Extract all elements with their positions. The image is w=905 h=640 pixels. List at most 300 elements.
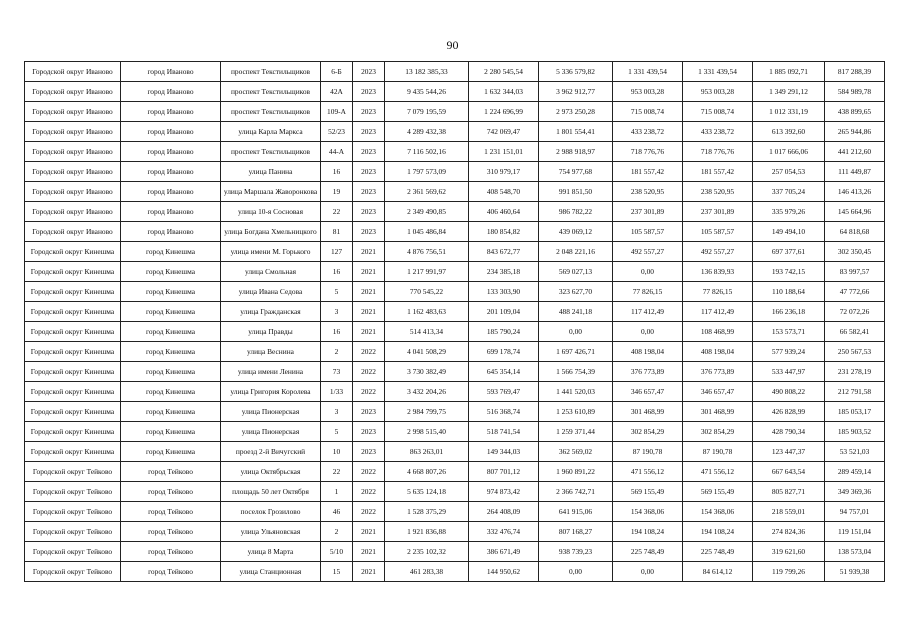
amount-cell-6: 146 413,26 <box>825 182 885 202</box>
amount-cell-1: 386 671,49 <box>469 542 539 562</box>
year-cell: 2021 <box>353 302 385 322</box>
municipality-cell: Городской округ Тейково <box>25 562 121 582</box>
amount-cell-3: 225 748,49 <box>613 542 683 562</box>
amount-cell-1: 144 950,62 <box>469 562 539 582</box>
table-row <box>25 322 885 342</box>
amount-cell-4: 302 854,29 <box>683 422 753 442</box>
amount-cell-6: 145 664,96 <box>825 202 885 222</box>
amount-cell-6: 185 903,52 <box>825 422 885 442</box>
amount-cell-1: 974 873,42 <box>469 482 539 502</box>
municipality-cell: Городской округ Кинешма <box>25 282 121 302</box>
table-row <box>25 182 885 202</box>
year-cell: 2023 <box>353 162 385 182</box>
amount-cell-2: 938 739,23 <box>539 542 613 562</box>
table-row <box>25 542 885 562</box>
amount-cell-5: 218 559,01 <box>753 502 825 522</box>
year-cell: 2023 <box>353 182 385 202</box>
house-number-cell: 44-А <box>321 142 353 162</box>
locality-cell: город Кинешма <box>121 442 221 462</box>
amount-cell-6: 817 288,39 <box>825 62 885 82</box>
amount-cell-6: 231 278,19 <box>825 362 885 382</box>
amount-cell-2: 0,00 <box>539 562 613 582</box>
amount-cell-2: 1 253 610,89 <box>539 402 613 422</box>
street-cell: улица 8 Марта <box>221 542 321 562</box>
amount-cell-2: 2 366 742,71 <box>539 482 613 502</box>
amount-cell-6: 289 459,14 <box>825 462 885 482</box>
amount-cell-3: 87 190,78 <box>613 442 683 462</box>
amount-cell-3: 238 520,95 <box>613 182 683 202</box>
year-cell: 2023 <box>353 222 385 242</box>
total-cost-cell: 4 668 807,26 <box>385 462 469 482</box>
municipality-cell: Городской округ Иваново <box>25 202 121 222</box>
amount-cell-2: 1 801 554,41 <box>539 122 613 142</box>
amount-cell-5: 319 621,60 <box>753 542 825 562</box>
amount-cell-5: 490 808,22 <box>753 382 825 402</box>
house-number-cell: 5 <box>321 422 353 442</box>
amount-cell-5: 428 790,34 <box>753 422 825 442</box>
total-cost-cell: 1 797 573,09 <box>385 162 469 182</box>
total-cost-cell: 1 162 483,63 <box>385 302 469 322</box>
amount-cell-3: 471 556,12 <box>613 462 683 482</box>
amount-cell-3: 408 198,04 <box>613 342 683 362</box>
street-cell: поселок Грозилово <box>221 502 321 522</box>
amount-cell-1: 264 408,09 <box>469 502 539 522</box>
amount-cell-3: 302 854,29 <box>613 422 683 442</box>
table-row <box>25 142 885 162</box>
amount-cell-2: 5 336 579,82 <box>539 62 613 82</box>
street-cell: улица Карла Маркса <box>221 122 321 142</box>
amount-cell-3: 433 238,72 <box>613 122 683 142</box>
year-cell: 2023 <box>353 202 385 222</box>
locality-cell: город Кинешма <box>121 382 221 402</box>
amount-cell-1: 185 790,24 <box>469 322 539 342</box>
amount-cell-1: 1 231 151,01 <box>469 142 539 162</box>
house-number-cell: 5 <box>321 282 353 302</box>
amount-cell-2: 569 027,13 <box>539 262 613 282</box>
year-cell: 2023 <box>353 142 385 162</box>
street-cell: улица имени М. Горького <box>221 242 321 262</box>
amount-cell-2: 1 566 754,39 <box>539 362 613 382</box>
house-number-cell: 1/33 <box>321 382 353 402</box>
table-row <box>25 122 885 142</box>
house-number-cell: 5/10 <box>321 542 353 562</box>
amount-cell-1: 742 069,47 <box>469 122 539 142</box>
amount-cell-6: 212 791,58 <box>825 382 885 402</box>
total-cost-cell: 1 045 486,84 <box>385 222 469 242</box>
amount-cell-2: 2 048 221,16 <box>539 242 613 262</box>
house-number-cell: 16 <box>321 162 353 182</box>
street-cell: улица Пионерская <box>221 422 321 442</box>
house-number-cell: 1 <box>321 482 353 502</box>
amount-cell-4: 225 748,49 <box>683 542 753 562</box>
amount-cell-1: 234 385,18 <box>469 262 539 282</box>
year-cell: 2022 <box>353 362 385 382</box>
total-cost-cell: 13 182 385,33 <box>385 62 469 82</box>
amount-cell-4: 105 587,57 <box>683 222 753 242</box>
year-cell: 2021 <box>353 542 385 562</box>
amount-cell-3: 0,00 <box>613 322 683 342</box>
municipality-cell: Городской округ Иваново <box>25 222 121 242</box>
house-number-cell: 42А <box>321 82 353 102</box>
locality-cell: город Иваново <box>121 182 221 202</box>
amount-cell-3: 492 557,27 <box>613 242 683 262</box>
house-number-cell: 46 <box>321 502 353 522</box>
house-number-cell: 6-Б <box>321 62 353 82</box>
municipality-cell: Городской округ Иваново <box>25 122 121 142</box>
amount-cell-6: 119 151,04 <box>825 522 885 542</box>
amount-cell-5: 613 392,60 <box>753 122 825 142</box>
house-number-cell: 10 <box>321 442 353 462</box>
amount-cell-6: 51 939,38 <box>825 562 885 582</box>
locality-cell: город Иваново <box>121 122 221 142</box>
amount-cell-4: 238 520,95 <box>683 182 753 202</box>
locality-cell: город Тейково <box>121 522 221 542</box>
amount-cell-5: 119 799,26 <box>753 562 825 582</box>
total-cost-cell: 1 528 375,29 <box>385 502 469 522</box>
amount-cell-5: 337 705,24 <box>753 182 825 202</box>
total-cost-cell: 2 349 490,85 <box>385 202 469 222</box>
amount-cell-1: 1 632 344,03 <box>469 82 539 102</box>
amount-cell-5: 1 012 331,19 <box>753 102 825 122</box>
locality-cell: город Кинешма <box>121 422 221 442</box>
amount-cell-5: 667 643,54 <box>753 462 825 482</box>
housing-repair-table <box>24 61 885 582</box>
amount-cell-2: 991 851,50 <box>539 182 613 202</box>
table-row <box>25 222 885 242</box>
house-number-cell: 3 <box>321 402 353 422</box>
table-row <box>25 502 885 522</box>
municipality-cell: Городской округ Кинешма <box>25 242 121 262</box>
locality-cell: город Тейково <box>121 462 221 482</box>
year-cell: 2021 <box>353 282 385 302</box>
page-number: 90 <box>446 38 459 52</box>
amount-cell-4: 408 198,04 <box>683 342 753 362</box>
total-cost-cell: 3 432 204,26 <box>385 382 469 402</box>
street-cell: проспект Текстильщиков <box>221 82 321 102</box>
locality-cell: город Кинешма <box>121 342 221 362</box>
year-cell: 2023 <box>353 402 385 422</box>
table-row <box>25 302 885 322</box>
total-cost-cell: 7 079 195,59 <box>385 102 469 122</box>
street-cell: улица Смольная <box>221 262 321 282</box>
amount-cell-4: 569 155,49 <box>683 482 753 502</box>
locality-cell: город Кинешма <box>121 282 221 302</box>
year-cell: 2021 <box>353 522 385 542</box>
amount-cell-2: 1 960 891,22 <box>539 462 613 482</box>
street-cell: улица Богдана Хмельницкого <box>221 222 321 242</box>
amount-cell-2: 1 259 371,44 <box>539 422 613 442</box>
amount-cell-6: 138 573,04 <box>825 542 885 562</box>
year-cell: 2022 <box>353 342 385 362</box>
street-cell: улица Маршала Жаворонкова <box>221 182 321 202</box>
amount-cell-1: 516 368,74 <box>469 402 539 422</box>
house-number-cell: 2 <box>321 342 353 362</box>
amount-cell-6: 64 818,68 <box>825 222 885 242</box>
amount-cell-5: 1 349 291,12 <box>753 82 825 102</box>
amount-cell-4: 194 108,24 <box>683 522 753 542</box>
year-cell: 2023 <box>353 62 385 82</box>
amount-cell-4: 117 412,49 <box>683 302 753 322</box>
year-cell: 2022 <box>353 382 385 402</box>
locality-cell: город Иваново <box>121 222 221 242</box>
amount-cell-4: 718 776,76 <box>683 142 753 162</box>
table-row <box>25 522 885 542</box>
street-cell: улица 10-я Сосновая <box>221 202 321 222</box>
table-body <box>25 62 885 582</box>
municipality-cell: Городской округ Иваново <box>25 82 121 102</box>
amount-cell-2: 3 962 912,77 <box>539 82 613 102</box>
amount-cell-5: 153 573,71 <box>753 322 825 342</box>
municipality-cell: Городской округ Тейково <box>25 542 121 562</box>
house-number-cell: 19 <box>321 182 353 202</box>
house-number-cell: 81 <box>321 222 353 242</box>
locality-cell: город Иваново <box>121 82 221 102</box>
table-row <box>25 282 885 302</box>
municipality-cell: Городской округ Кинешма <box>25 302 121 322</box>
total-cost-cell: 5 635 124,18 <box>385 482 469 502</box>
amount-cell-1: 406 460,64 <box>469 202 539 222</box>
amount-cell-1: 807 701,12 <box>469 462 539 482</box>
table-row <box>25 82 885 102</box>
street-cell: улица Гражданская <box>221 302 321 322</box>
amount-cell-6: 441 212,60 <box>825 142 885 162</box>
amount-cell-2: 2 988 918,97 <box>539 142 613 162</box>
street-cell: улица Ивана Седова <box>221 282 321 302</box>
amount-cell-3: 237 301,89 <box>613 202 683 222</box>
table-row <box>25 342 885 362</box>
amount-cell-1: 645 354,14 <box>469 362 539 382</box>
table-row <box>25 102 885 122</box>
municipality-cell: Городской округ Иваново <box>25 142 121 162</box>
amount-cell-2: 323 627,70 <box>539 282 613 302</box>
amount-cell-3: 0,00 <box>613 562 683 582</box>
amount-cell-5: 123 447,37 <box>753 442 825 462</box>
street-cell: проспект Текстильщиков <box>221 142 321 162</box>
locality-cell: город Иваново <box>121 62 221 82</box>
amount-cell-3: 953 003,28 <box>613 82 683 102</box>
municipality-cell: Городской округ Кинешма <box>25 422 121 442</box>
total-cost-cell: 7 116 502,16 <box>385 142 469 162</box>
street-cell: улица Станционная <box>221 562 321 582</box>
amount-cell-6: 265 944,86 <box>825 122 885 142</box>
street-cell: проспект Текстильщиков <box>221 62 321 82</box>
amount-cell-2: 1 697 426,71 <box>539 342 613 362</box>
locality-cell: город Кинешма <box>121 302 221 322</box>
amount-cell-5: 110 188,64 <box>753 282 825 302</box>
locality-cell: город Иваново <box>121 162 221 182</box>
amount-cell-5: 149 494,10 <box>753 222 825 242</box>
municipality-cell: Городской округ Кинешма <box>25 362 121 382</box>
amount-cell-1: 133 303,90 <box>469 282 539 302</box>
locality-cell: город Тейково <box>121 542 221 562</box>
amount-cell-6: 349 369,36 <box>825 482 885 502</box>
amount-cell-6: 185 053,17 <box>825 402 885 422</box>
street-cell: улица Ульяновская <box>221 522 321 542</box>
total-cost-cell: 863 263,01 <box>385 442 469 462</box>
house-number-cell: 2 <box>321 522 353 542</box>
amount-cell-3: 301 468,99 <box>613 402 683 422</box>
municipality-cell: Городской округ Кинешма <box>25 382 121 402</box>
amount-cell-4: 433 238,72 <box>683 122 753 142</box>
total-cost-cell: 4 876 756,51 <box>385 242 469 262</box>
municipality-cell: Городской округ Кинешма <box>25 402 121 422</box>
amount-cell-5: 257 054,53 <box>753 162 825 182</box>
amount-cell-2: 807 168,27 <box>539 522 613 542</box>
street-cell: проспект Текстильщиков <box>221 102 321 122</box>
table-row <box>25 402 885 422</box>
table-row <box>25 482 885 502</box>
table-row <box>25 262 885 282</box>
locality-cell: город Тейково <box>121 562 221 582</box>
amount-cell-5: 274 824,36 <box>753 522 825 542</box>
amount-cell-4: 1 331 439,54 <box>683 62 753 82</box>
amount-cell-4: 77 826,15 <box>683 282 753 302</box>
total-cost-cell: 514 413,34 <box>385 322 469 342</box>
amount-cell-4: 376 773,89 <box>683 362 753 382</box>
amount-cell-1: 149 344,03 <box>469 442 539 462</box>
amount-cell-6: 83 997,57 <box>825 262 885 282</box>
amount-cell-1: 201 109,04 <box>469 302 539 322</box>
street-cell: улица Правды <box>221 322 321 342</box>
street-cell: улица Веснина <box>221 342 321 362</box>
amount-cell-6: 53 521,03 <box>825 442 885 462</box>
amount-cell-3: 77 826,15 <box>613 282 683 302</box>
year-cell: 2021 <box>353 242 385 262</box>
street-cell: улица Григория Королева <box>221 382 321 402</box>
locality-cell: город Кинешма <box>121 242 221 262</box>
locality-cell: город Кинешма <box>121 262 221 282</box>
amount-cell-1: 843 672,77 <box>469 242 539 262</box>
amount-cell-6: 72 072,26 <box>825 302 885 322</box>
total-cost-cell: 461 283,38 <box>385 562 469 582</box>
municipality-cell: Городской округ Иваново <box>25 102 121 122</box>
amount-cell-3: 181 557,42 <box>613 162 683 182</box>
amount-cell-2: 754 977,68 <box>539 162 613 182</box>
amount-cell-3: 569 155,49 <box>613 482 683 502</box>
municipality-cell: Городской округ Тейково <box>25 462 121 482</box>
total-cost-cell: 3 730 382,49 <box>385 362 469 382</box>
municipality-cell: Городской округ Иваново <box>25 62 121 82</box>
amount-cell-5: 426 828,99 <box>753 402 825 422</box>
street-cell: улица имени Ленина <box>221 362 321 382</box>
municipality-cell: Городской округ Тейково <box>25 522 121 542</box>
municipality-cell: Городской округ Кинешма <box>25 442 121 462</box>
amount-cell-3: 154 368,06 <box>613 502 683 522</box>
house-number-cell: 22 <box>321 202 353 222</box>
year-cell: 2022 <box>353 502 385 522</box>
amount-cell-4: 471 556,12 <box>683 462 753 482</box>
amount-cell-1: 180 854,82 <box>469 222 539 242</box>
amount-cell-3: 0,00 <box>613 262 683 282</box>
street-cell: улица Октябрьская <box>221 462 321 482</box>
municipality-cell: Городской округ Кинешма <box>25 322 121 342</box>
amount-cell-4: 492 557,27 <box>683 242 753 262</box>
total-cost-cell: 770 545,22 <box>385 282 469 302</box>
amount-cell-4: 181 557,42 <box>683 162 753 182</box>
amount-cell-3: 117 412,49 <box>613 302 683 322</box>
house-number-cell: 15 <box>321 562 353 582</box>
municipality-cell: Городской округ Тейково <box>25 482 121 502</box>
amount-cell-1: 699 178,74 <box>469 342 539 362</box>
amount-cell-4: 87 190,78 <box>683 442 753 462</box>
table-row <box>25 562 885 582</box>
total-cost-cell: 9 435 544,26 <box>385 82 469 102</box>
amount-cell-2: 0,00 <box>539 322 613 342</box>
street-cell: площадь 50 лет Октября <box>221 482 321 502</box>
year-cell: 2022 <box>353 462 385 482</box>
locality-cell: город Иваново <box>121 102 221 122</box>
amount-cell-1: 1 224 696,99 <box>469 102 539 122</box>
amount-cell-1: 2 280 545,54 <box>469 62 539 82</box>
municipality-cell: Городской округ Кинешма <box>25 342 121 362</box>
amount-cell-2: 986 782,22 <box>539 202 613 222</box>
table-row <box>25 62 885 82</box>
house-number-cell: 22 <box>321 462 353 482</box>
municipality-cell: Городской округ Кинешма <box>25 262 121 282</box>
municipality-cell: Городской округ Иваново <box>25 162 121 182</box>
amount-cell-1: 310 979,17 <box>469 162 539 182</box>
amount-cell-5: 166 236,18 <box>753 302 825 322</box>
amount-cell-4: 136 839,93 <box>683 262 753 282</box>
amount-cell-1: 332 476,74 <box>469 522 539 542</box>
amount-cell-2: 641 915,06 <box>539 502 613 522</box>
amount-cell-5: 1 017 666,06 <box>753 142 825 162</box>
table-row <box>25 242 885 262</box>
house-number-cell: 127 <box>321 242 353 262</box>
table-row <box>25 162 885 182</box>
amount-cell-2: 362 569,02 <box>539 442 613 462</box>
amount-cell-4: 154 368,06 <box>683 502 753 522</box>
amount-cell-6: 250 567,53 <box>825 342 885 362</box>
total-cost-cell: 1 921 836,88 <box>385 522 469 542</box>
amount-cell-4: 715 008,74 <box>683 102 753 122</box>
table-row <box>25 422 885 442</box>
total-cost-cell: 2 998 515,40 <box>385 422 469 442</box>
house-number-cell: 3 <box>321 302 353 322</box>
locality-cell: город Иваново <box>121 142 221 162</box>
year-cell: 2022 <box>353 482 385 502</box>
amount-cell-5: 805 827,71 <box>753 482 825 502</box>
total-cost-cell: 2 235 102,32 <box>385 542 469 562</box>
amount-cell-4: 346 657,47 <box>683 382 753 402</box>
amount-cell-5: 577 939,24 <box>753 342 825 362</box>
total-cost-cell: 2 361 569,62 <box>385 182 469 202</box>
amount-cell-5: 697 377,61 <box>753 242 825 262</box>
amount-cell-2: 2 973 250,28 <box>539 102 613 122</box>
locality-cell: город Кинешма <box>121 322 221 342</box>
table-row <box>25 202 885 222</box>
amount-cell-5: 193 742,15 <box>753 262 825 282</box>
locality-cell: город Кинешма <box>121 362 221 382</box>
table-row <box>25 382 885 402</box>
locality-cell: город Кинешма <box>121 402 221 422</box>
amount-cell-2: 1 441 520,03 <box>539 382 613 402</box>
year-cell: 2023 <box>353 422 385 442</box>
house-number-cell: 73 <box>321 362 353 382</box>
amount-cell-3: 376 773,89 <box>613 362 683 382</box>
house-number-cell: 16 <box>321 262 353 282</box>
year-cell: 2023 <box>353 442 385 462</box>
total-cost-cell: 1 217 991,97 <box>385 262 469 282</box>
house-number-cell: 109-А <box>321 102 353 122</box>
amount-cell-5: 533 447,97 <box>753 362 825 382</box>
locality-cell: город Тейково <box>121 502 221 522</box>
total-cost-cell: 4 041 508,29 <box>385 342 469 362</box>
house-number-cell: 16 <box>321 322 353 342</box>
amount-cell-6: 66 582,41 <box>825 322 885 342</box>
amount-cell-5: 335 979,26 <box>753 202 825 222</box>
amount-cell-2: 439 069,12 <box>539 222 613 242</box>
